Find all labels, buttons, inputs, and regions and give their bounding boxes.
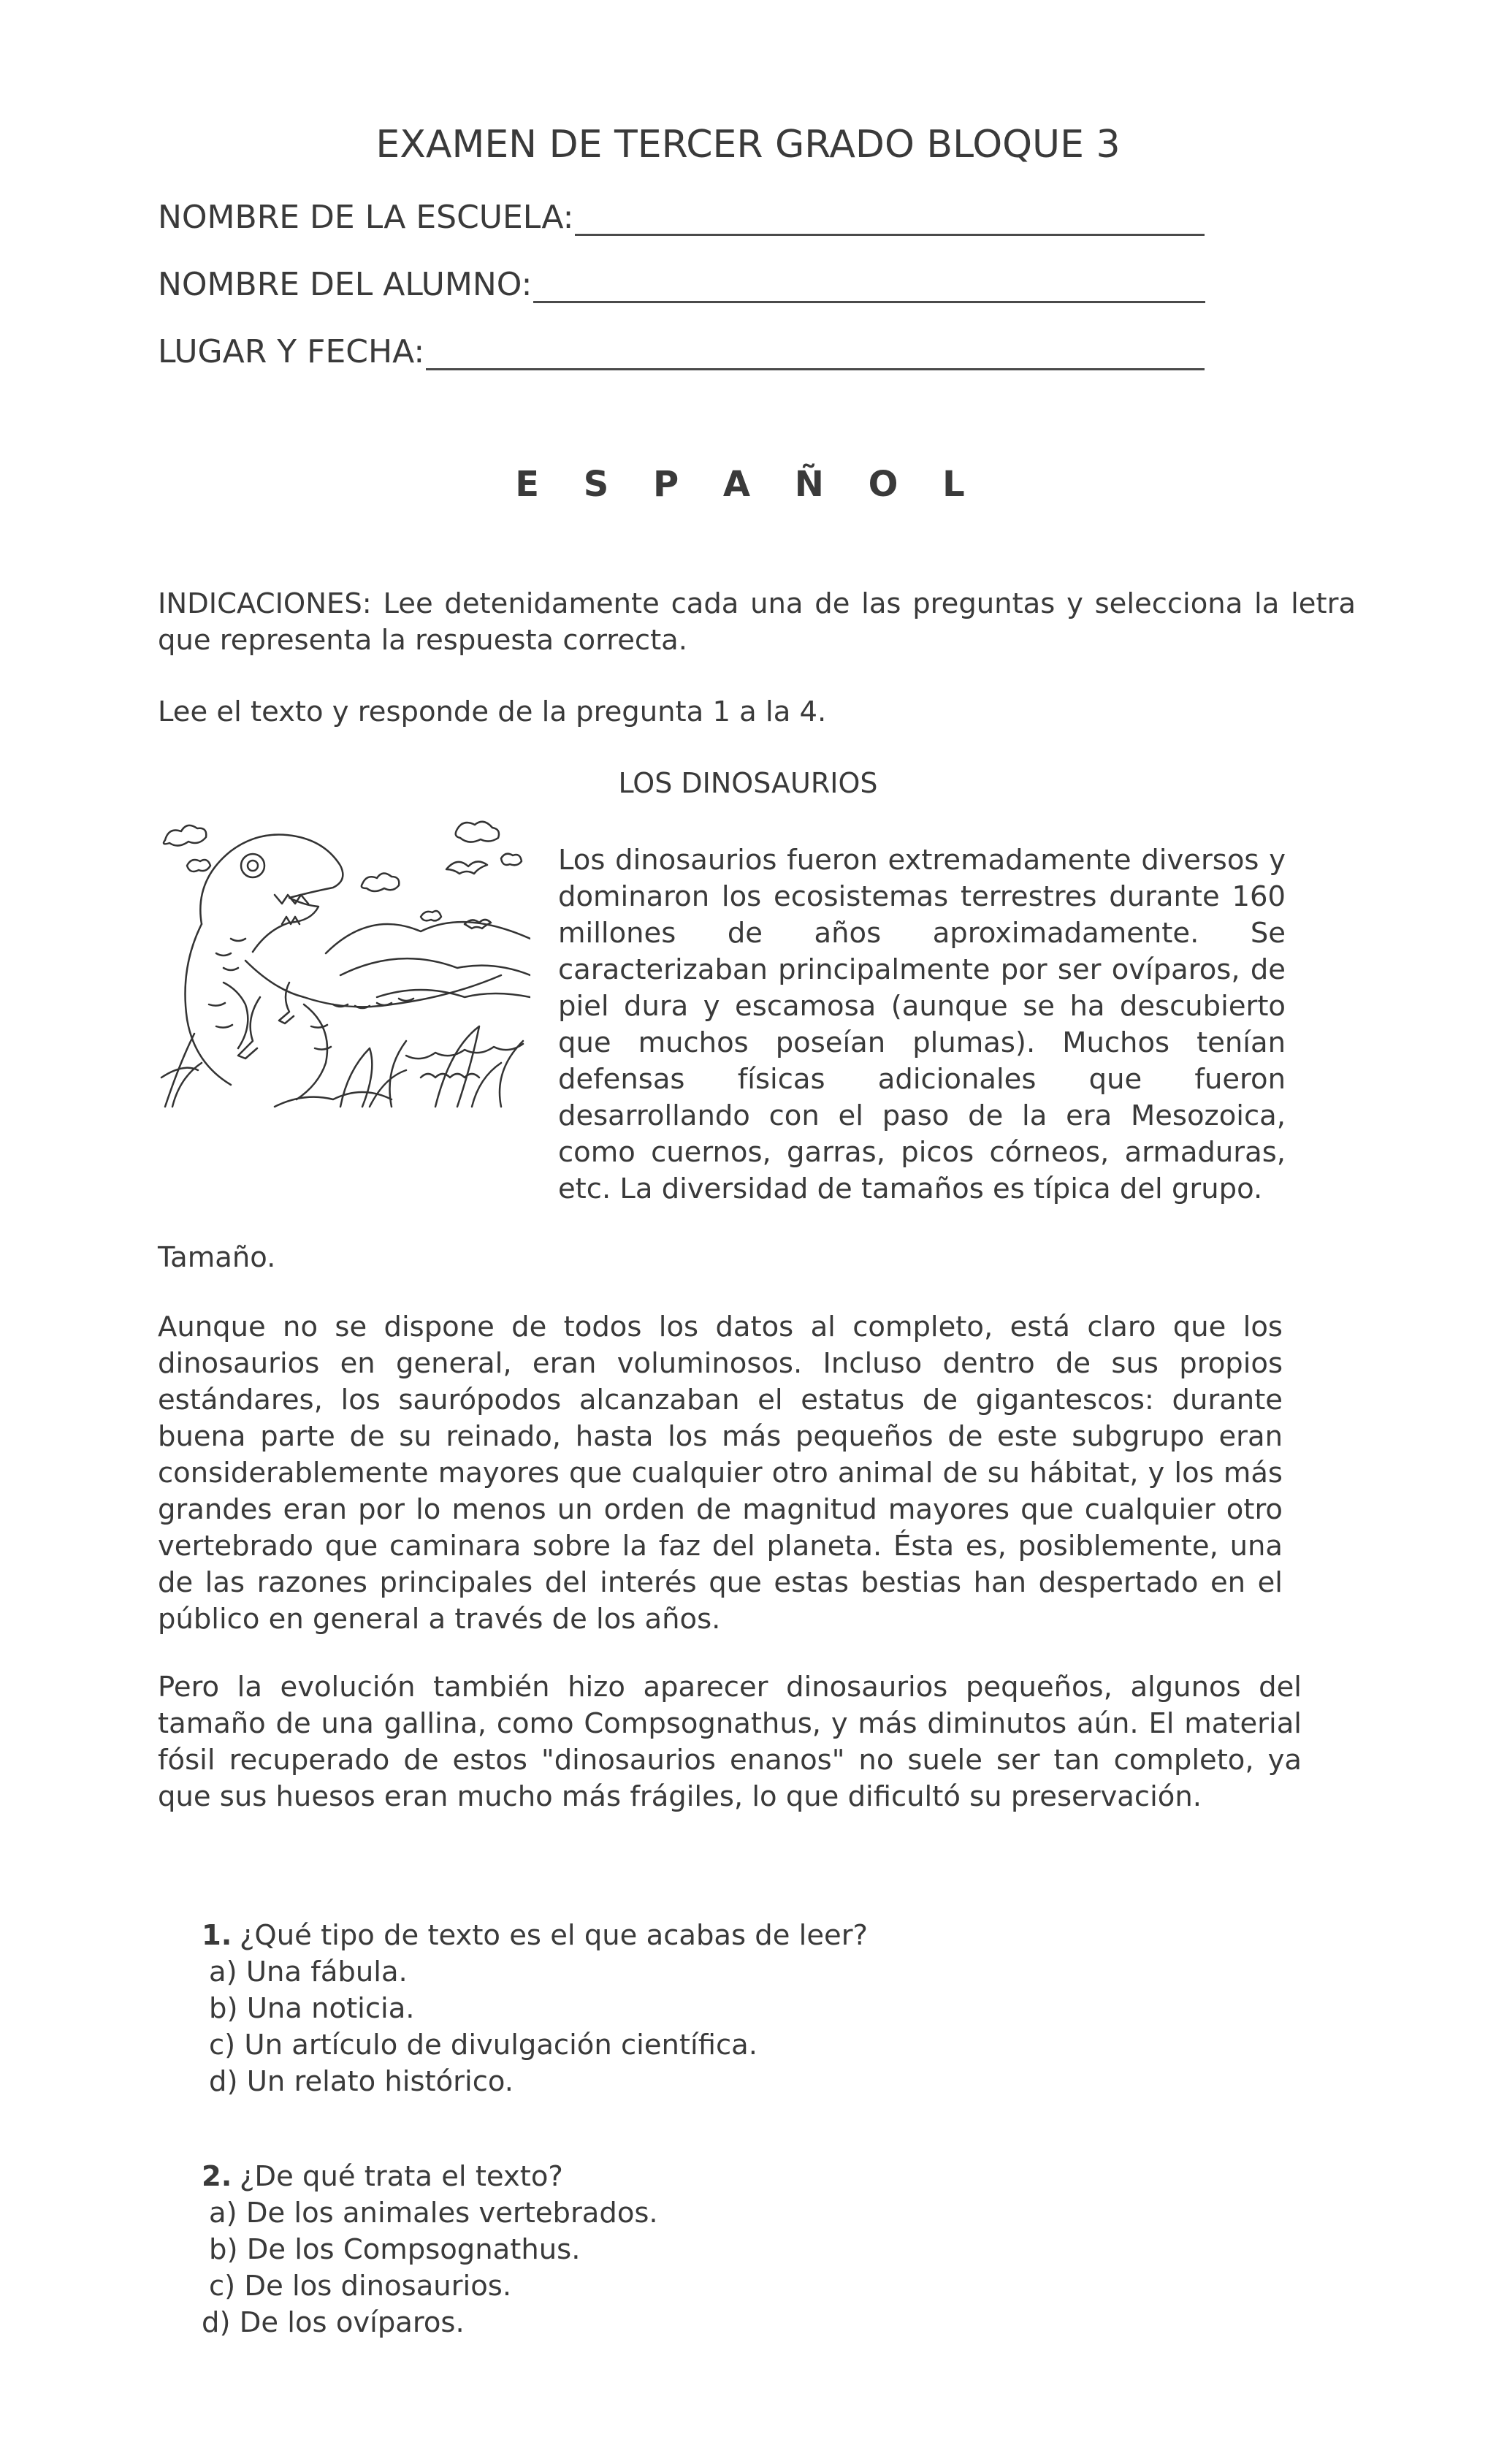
question-1-option-d[interactable]: d) Un relato histórico. — [209, 2065, 514, 2098]
question-1-number: 1. — [202, 1919, 232, 1952]
school-name-field[interactable] — [158, 199, 1205, 236]
subject-heading: E S P A Ñ O L — [515, 464, 981, 505]
question-1-option-c[interactable]: c) Un artículo de divulgación científica. — [209, 2029, 757, 2061]
passage-intro: Los dinosaurios fueron extremadamente diversos y dominaron los ecosistemas terrestres durante 160 millones de años aproximadamente. Se caracterizaban principalmente por ser ovíparos, de piel dura y escamosa (aunque se ha descubierto que muchos poseían plumas). Muchos tenían defensas físicas adicionales que fueron desarrollando con el paso de la era Mesozoica, como cuernos, garras, picos córneos, armaduras, etc. La diversidad de tamaños es típica del grupo. — [558, 844, 1286, 1205]
exam-title: EXAMEN DE TERCER GRADO BLOQUE 3 — [375, 123, 1121, 167]
question-1-stem — [202, 1918, 868, 1954]
question-2-option-a[interactable]: a) De los animales vertebrados. — [209, 2197, 658, 2230]
question-1-text: ¿Qué tipo de texto es el que acabas de leer? — [240, 1919, 868, 1952]
student-name-field[interactable] — [158, 266, 1205, 303]
passage-paragraph-2: Aunque no se dispone de todos los datos al completo, está claro que los dinosaurios en general, eran voluminosos. Incluso dentro de sus propios estándares, los saurópodos alcanzaban el estatus de gigantescos: durante buena parte de su reinado, hasta los más pequeños de este subgrupo eran considerablemente mayores que cualquier otro animal de su hábitat, y los más grandes eran por lo menos un orden de magnitud mayores que cualquier otro vertebrado que caminara sobre la faz del planeta. Ésta es, posiblemente, una de las razones principales del interés que estas bestias han despertado en el público en general a través de los años. — [158, 1311, 1283, 1636]
question-2-option-b[interactable]: b) De los Compsognathus. — [209, 2233, 581, 2266]
student-name-label: NOMBRE DEL ALUMNO: — [158, 266, 533, 303]
passage-paragraph-3: Pero la evolución también hizo aparecer dinosaurios pequeños, algunos del tamaño de una gallina, como Compsognathus, y más diminutos aún. El material fósil recuperado de estos "dinosaurios enanos" no suele ser tan completo, ya que sus huesos eran mucho más frágiles, lo que dificultó su preservación. — [158, 1671, 1302, 1813]
place-date-field[interactable] — [158, 333, 1205, 370]
question-2-option-d[interactable]: d) De los ovíparos. — [202, 2306, 465, 2339]
place-date-line[interactable] — [426, 336, 1205, 370]
passage-subheading: Tamaño. — [158, 1241, 276, 1274]
student-name-line[interactable] — [533, 269, 1205, 303]
dinosaur-illustration — [158, 815, 530, 1110]
question-1-option-b[interactable]: b) Una noticia. — [209, 1992, 415, 2025]
school-name-label: NOMBRE DE LA ESCUELA: — [158, 199, 574, 236]
place-date-label: LUGAR Y FECHA: — [158, 333, 425, 370]
school-name-line[interactable] — [575, 202, 1205, 236]
passage-title: LOS DINOSAURIOS — [618, 767, 878, 799]
question-1 — [202, 1918, 868, 2100]
reading-prompt: Lee el texto y responde de la pregunta 1 a la 4. — [158, 695, 827, 728]
question-1-option-a[interactable]: a) Una fábula. — [209, 1956, 408, 1988]
question-2-number: 2. — [202, 2160, 232, 2193]
question-2-text: ¿De qué trata el texto? — [240, 2160, 563, 2193]
question-2 — [202, 2159, 658, 2341]
question-2-option-c[interactable]: c) De los dinosaurios. — [209, 2270, 512, 2303]
instructions-text: INDICACIONES: Lee detenidamente cada una de las preguntas y selecciona la letra que representa la respuesta correcta. — [158, 587, 1356, 657]
question-2-stem — [202, 2159, 658, 2195]
